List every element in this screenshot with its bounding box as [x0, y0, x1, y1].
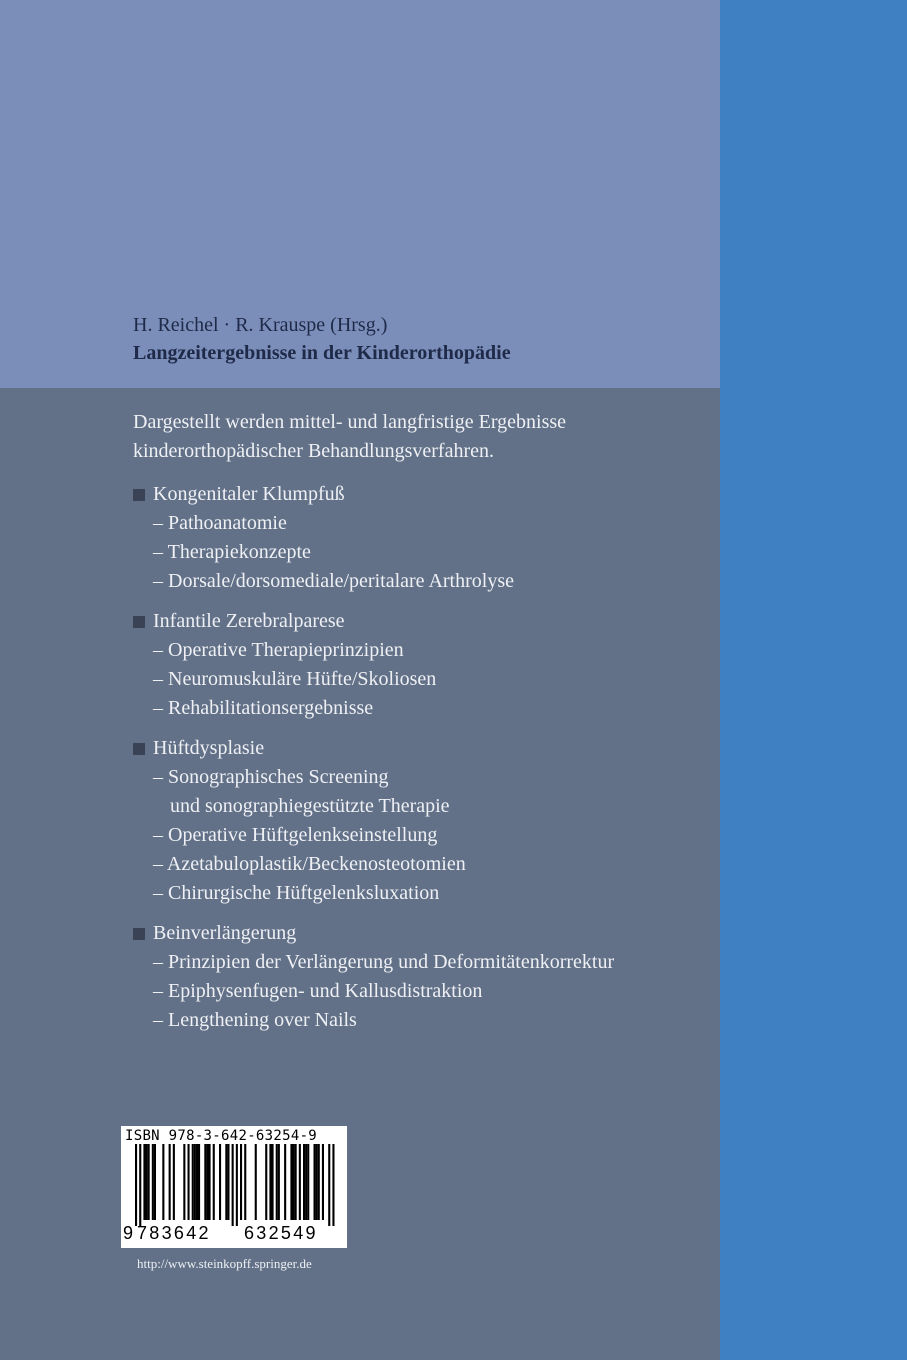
barcode-bar [232, 1144, 234, 1226]
topic-hip-dysplasia [133, 734, 713, 908]
barcode-bar [198, 1144, 200, 1220]
ean-right-group: 632549 [244, 1223, 318, 1243]
barcode-bar [255, 1144, 257, 1220]
barcode-bar [225, 1144, 227, 1220]
barcode-bar [293, 1144, 295, 1220]
barcode-bar [303, 1144, 305, 1220]
barcode-bar [305, 1144, 307, 1220]
intro-text [133, 408, 693, 466]
barcode-bar [152, 1144, 154, 1220]
barcode-bar [196, 1144, 198, 1220]
topic-item: – Rehabilitationsergebnisse [153, 697, 374, 719]
intro-line: Dargestellt werden mittel- und langfristige Ergebnisse [133, 411, 567, 433]
barcode-bar [284, 1144, 286, 1220]
barcode-bar [318, 1144, 320, 1220]
barcode-bar [322, 1144, 324, 1220]
topic-list [133, 480, 713, 1046]
topic-heading: Beinverlängerung [133, 919, 713, 948]
topic-item: – Chirurgische Hüftgelenksluxation [153, 882, 440, 904]
isbn-label: ISBN 978-3-642-63254-9 [125, 1128, 318, 1144]
isbn-barcode [121, 1126, 347, 1248]
topic-item: – Prinzipien der Verlängerung und Deformitätenkorrektur [153, 951, 615, 973]
square-bullet-icon [133, 928, 145, 940]
topic-item: – Lengthening over Nails [153, 1009, 357, 1031]
barcode-bars [121, 1126, 347, 1226]
barcode-bar [209, 1144, 211, 1220]
barcode-bar [244, 1144, 246, 1220]
topic-item: – Neuromuskuläre Hüfte/Skoliosen [153, 668, 437, 690]
barcode-bar [139, 1144, 141, 1226]
barcode-bar [314, 1144, 316, 1220]
topic-heading: Kongenitaler Klumpfuß [133, 480, 713, 509]
barcode-bar [328, 1144, 330, 1226]
barcode-bar [265, 1144, 267, 1220]
authors-line: H. Reichel · R. Krauspe (Hrsg.) [133, 314, 388, 336]
barcode-bar [332, 1144, 334, 1226]
barcode-bar [290, 1144, 292, 1220]
ean-first-digit: 9 [123, 1223, 134, 1243]
barcode-bar [154, 1144, 156, 1220]
barcode-bar [213, 1144, 215, 1220]
topic-item: – Sonographisches Screening [153, 766, 389, 788]
barcode-bar [278, 1144, 280, 1220]
barcode-bar [135, 1144, 137, 1226]
barcode-bar [307, 1144, 309, 1220]
topic-item: – Azetabuloplastik/Beckenosteotomien [153, 853, 466, 875]
topic-item: und sonographiegestützte Therapie [170, 795, 450, 817]
book-title: Langzeitergebnisse in der Kinderorthopädie [133, 342, 511, 364]
topic-cerebral-palsy [133, 607, 713, 723]
barcode-bar [192, 1144, 194, 1220]
barcode-bar [219, 1144, 221, 1220]
topic-item: – Operative Therapieprinzipien [153, 639, 404, 661]
barcode-bar [146, 1144, 148, 1220]
ean-left-group: 783642 [137, 1223, 211, 1243]
barcode-bar [188, 1144, 190, 1220]
barcode-bar [236, 1144, 238, 1226]
barcode-bar [169, 1144, 171, 1220]
publisher-url: http://www.steinkopff.springer.de [137, 1256, 312, 1271]
topic-item: – Therapiekonzepte [153, 541, 311, 563]
barcode-bar [295, 1144, 297, 1220]
square-bullet-icon [133, 489, 145, 501]
barcode-bar [204, 1144, 206, 1220]
barcode-bar [316, 1144, 318, 1220]
barcode-bar [194, 1144, 196, 1220]
topic-heading: Hüftdysplasie [133, 734, 713, 763]
topic-item: – Dorsale/dorsomediale/peritalare Arthrolyse [153, 570, 514, 592]
barcode-bar [206, 1144, 208, 1220]
topic-leg-lengthening [133, 919, 713, 1035]
square-bullet-icon [133, 616, 145, 628]
barcode-bar [162, 1144, 164, 1220]
barcode-bar [269, 1144, 271, 1220]
barcode-bar [148, 1144, 150, 1220]
topic-clubfoot [133, 480, 713, 596]
barcode-bar [183, 1144, 185, 1220]
topic-heading: Infantile Zerebralparese [133, 607, 713, 636]
topic-item: – Operative Hüftgelenkseinstellung [153, 824, 438, 846]
intro-line: kinderorthopädischer Behandlungsverfahren. [133, 440, 494, 462]
square-bullet-icon [133, 743, 145, 755]
barcode-bar [143, 1144, 145, 1220]
topic-item: – Epiphysenfugen- und Kallusdistraktion [153, 980, 483, 1002]
barcode-bar [276, 1144, 278, 1220]
barcode-bar [272, 1144, 274, 1220]
barcode-bar [299, 1144, 301, 1220]
barcode-bar [240, 1144, 242, 1220]
barcode-bar [227, 1144, 229, 1220]
spine-strip [720, 0, 907, 1360]
barcode-bar [173, 1144, 175, 1220]
topic-item: – Pathoanatomie [153, 512, 287, 534]
